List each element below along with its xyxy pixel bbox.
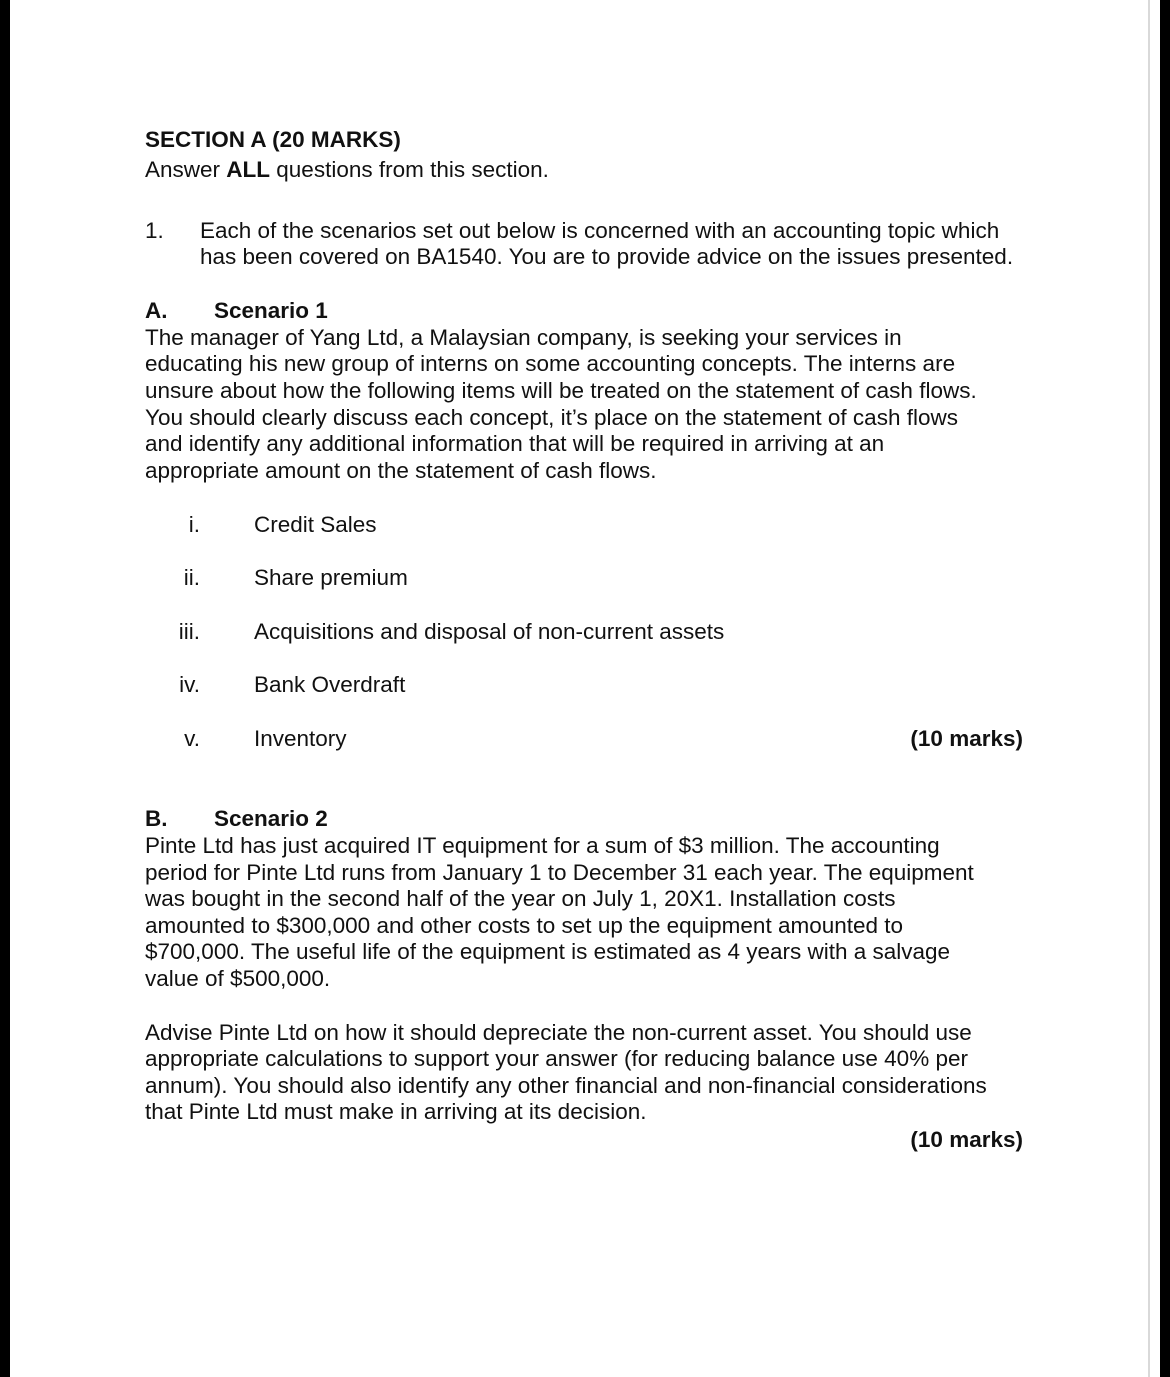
scenario-a-marks: (10 marks) xyxy=(910,726,1023,751)
scenario-b-line: $700,000. The useful life of the equipment is estimated as 4 years with a salvage xyxy=(145,939,951,964)
scenario-b-line: period for Pinte Ltd runs from January 1 to December 31 each year. The equipment xyxy=(145,860,974,885)
instruction-post: questions from this section. xyxy=(270,157,549,182)
scenario-b-line: value of $500,000. xyxy=(145,966,331,991)
scenario-a-line: You should clearly discuss each concept, it’s place on the statement of cash flows xyxy=(145,405,958,430)
list-numeral: v. xyxy=(184,726,200,751)
list-item-text: Share premium xyxy=(254,565,408,590)
scenario-a-line: The manager of Yang Ltd, a Malaysian company, is seeking your services in xyxy=(145,325,902,350)
scenario-a-line: appropriate amount on the statement of cash flows. xyxy=(145,458,657,483)
scenario-b-line: Pinte Ltd has just acquired IT equipment for a sum of $3 million. The accounting xyxy=(145,833,940,858)
scenario-b-line: was bought in the second half of the year on July 1, 20X1. Installation costs xyxy=(145,886,896,911)
list-item-text: Acquisitions and disposal of non-current assets xyxy=(254,619,725,644)
list-item-text: Credit Sales xyxy=(254,512,377,537)
question-line: has been covered on BA1540. You are to provide advice on the issues presented. xyxy=(200,244,1014,269)
document-page xyxy=(10,0,1160,1377)
section-instruction xyxy=(145,157,549,184)
list-numeral: i. xyxy=(188,512,200,537)
scenario-b-advice-line: annum). You should also identify any other financial and non-financial considerations xyxy=(145,1073,987,1098)
scenario-b-advice-line: that Pinte Ltd must make in arriving at its decision. xyxy=(145,1099,647,1124)
list-numeral: iii. xyxy=(178,619,200,644)
scenario-a-line: and identify any additional information that will be required in arriving at an xyxy=(145,431,885,456)
scenario-a-title: Scenario 1 xyxy=(214,298,328,323)
scenario-b-line: amounted to $300,000 and other costs to set up the equipment amounted to xyxy=(145,913,904,938)
scenario-b-advice-line: appropriate calculations to support your answer (for reducing balance use 40% per xyxy=(145,1046,968,1071)
scenario-b-advice-line: Advise Pinte Ltd on how it should depreciate the non-current asset. You should use xyxy=(145,1020,972,1045)
scenario-a-line: unsure about how the following items will be treated on the statement of cash flows. xyxy=(145,378,977,403)
scenario-a-letter: A. xyxy=(145,298,168,323)
instruction-pre: Answer xyxy=(145,157,227,182)
question-line: Each of the scenarios set out below is concerned with an accounting topic which xyxy=(200,218,1000,243)
scenario-b-title: Scenario 2 xyxy=(214,806,328,831)
question-number: 1. xyxy=(145,218,164,243)
scenario-a-line: educating his new group of interns on some accounting concepts. The interns are xyxy=(145,351,956,376)
scenario-b-marks: (10 marks) xyxy=(910,1127,1023,1152)
section-title: SECTION A (20 MARKS) xyxy=(145,127,401,152)
list-numeral: iv. xyxy=(179,672,200,697)
scenario-b-letter: B. xyxy=(145,806,168,831)
page-edge-shadow xyxy=(1148,0,1150,1377)
list-item-text: Bank Overdraft xyxy=(254,672,406,697)
list-item-text: Inventory xyxy=(254,726,347,751)
instruction-bold: ALL xyxy=(226,157,271,182)
list-numeral: ii. xyxy=(183,565,200,590)
